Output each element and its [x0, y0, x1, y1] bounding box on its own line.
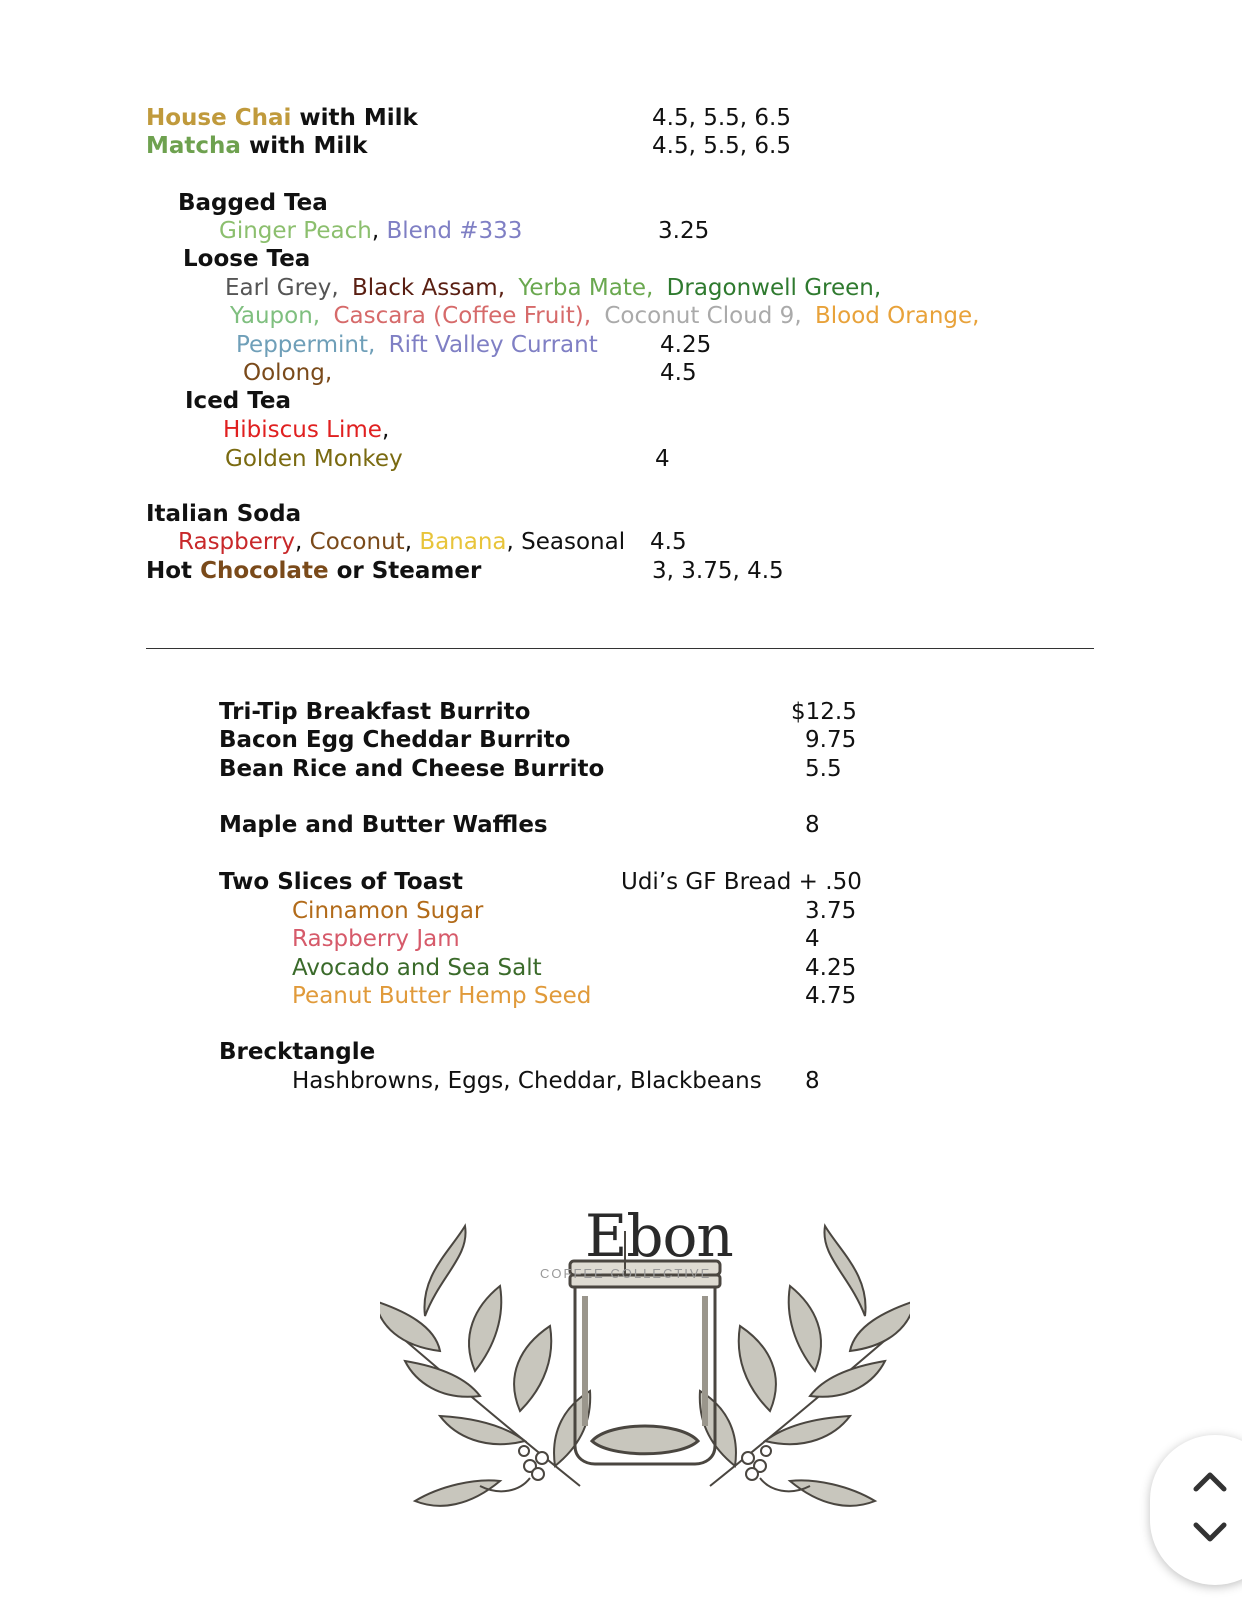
brecktangle-description: Hashbrowns, Eggs, Cheddar, Blackbeans: [292, 1068, 762, 1094]
section-heading-iced-tea: Iced Tea: [185, 388, 292, 414]
section-heading-loose-tea: Loose Tea: [183, 246, 311, 272]
flavor-blend-333: Blend #333: [386, 218, 523, 244]
menu-item-price: 4: [805, 926, 820, 952]
menu-item-label: or Steamer: [328, 558, 482, 584]
menu-item-waffles: Maple and Butter Waffles: [219, 812, 548, 838]
chevron-down-icon[interactable]: [1190, 1517, 1230, 1547]
loose-tea-row-1: [225, 273, 881, 303]
menu-item-highlight: House Chai: [146, 105, 292, 131]
menu-item-label: Hot: [146, 558, 201, 584]
toast-cinnamon-sugar: Cinnamon Sugar: [292, 898, 484, 924]
menu-item-price: 4.5, 5.5, 6.5: [652, 105, 791, 131]
loose-tea-row-2: [230, 301, 979, 331]
menu-item-tri-tip: Tri-Tip Breakfast Burrito: [219, 699, 531, 725]
menu-item-highlight: Chocolate: [200, 558, 329, 584]
flavor-rift-valley: Rift Valley Currant: [388, 332, 598, 358]
toast-peanut-butter: Peanut Butter Hemp Seed: [292, 983, 592, 1009]
menu-item-price: 8: [805, 812, 820, 838]
menu-item-price: $12.5: [791, 699, 857, 725]
separator: ,: [404, 529, 420, 555]
flavor-seasonal: , Seasonal: [506, 529, 626, 555]
flavor-cascara: Cascara (Coffee Fruit),: [333, 303, 592, 329]
menu-item-price: 9.75: [805, 727, 857, 753]
flavor-black-assam: Black Assam,: [351, 275, 506, 301]
flavor-hibiscus-lime: Hibiscus Lime: [223, 417, 382, 443]
ebon-logo: [380, 1196, 910, 1536]
menu-item-price: 3.25: [658, 218, 710, 244]
loose-tea-row-3: [236, 330, 598, 360]
menu-item-bean-burrito: Bean Rice and Cheese Burrito: [219, 756, 605, 782]
menu-item-price: 8: [805, 1068, 820, 1094]
gf-bread-option: Udi’s GF Bread + .50: [621, 869, 862, 895]
toast-raspberry-jam: Raspberry Jam: [292, 926, 460, 952]
logo-subtitle: COFFEE COLLECTIVE: [540, 1266, 712, 1281]
flavor-raspberry: Raspberry: [178, 529, 296, 555]
menu-item-hot-chocolate: [146, 556, 481, 586]
menu-item-price: 4.5: [660, 360, 697, 386]
menu-item-price: 3.75: [805, 898, 857, 924]
flavor-coconut: Coconut: [309, 529, 405, 555]
menu-item-price: 4.5: [650, 529, 687, 555]
flavor-banana: Banana: [419, 529, 507, 555]
iced-tea-row-2: [225, 444, 403, 474]
menu-item-price: 4.5, 5.5, 6.5: [652, 133, 791, 159]
menu-item-price: 4.25: [805, 955, 857, 981]
separator: ,: [295, 529, 310, 555]
menu-item-price: 5.5: [805, 756, 842, 782]
separator: ,: [381, 417, 390, 443]
iced-tea-row-1: [223, 415, 389, 445]
menu-item-house-chai: [146, 103, 418, 133]
menu-item-price: 4: [655, 446, 670, 472]
flavor-blood-orange: Blood Orange,: [814, 303, 980, 329]
section-heading-bagged-tea: Bagged Tea: [178, 190, 328, 216]
menu-item-bagged-tea-flavors: [219, 216, 522, 246]
flavor-earl-grey: Earl Grey,: [225, 275, 339, 301]
logo-title: Ebon: [585, 1202, 733, 1270]
menu-item-bacon-burrito: Bacon Egg Cheddar Burrito: [219, 727, 571, 753]
flavor-oolong: Oolong,: [243, 360, 333, 386]
chevron-up-icon[interactable]: [1190, 1467, 1230, 1497]
flavor-yaupon: Yaupon,: [230, 303, 321, 329]
italian-soda-flavors: [178, 527, 625, 557]
flavor-golden-monkey: Golden Monkey: [225, 446, 403, 472]
menu-item-toast: Two Slices of Toast: [219, 869, 463, 895]
flavor-coconut-cloud: Coconut Cloud 9,: [604, 303, 802, 329]
scroll-control: [1150, 1435, 1242, 1585]
menu-item-price: 3, 3.75, 4.5: [652, 558, 784, 584]
section-divider: [146, 648, 1094, 649]
flavor-dragonwell: Dragonwell Green,: [666, 275, 882, 301]
menu-item-label: with Milk: [240, 133, 368, 159]
menu-item-label: with Milk: [291, 105, 418, 131]
section-heading-italian-soda: Italian Soda: [146, 501, 302, 527]
menu-item-price: 4.25: [660, 332, 712, 358]
menu-item-matcha: [146, 131, 367, 161]
separator: ,: [371, 218, 387, 244]
flavor-ginger-peach: Ginger Peach: [219, 218, 372, 244]
loose-tea-row-4: [243, 358, 332, 388]
flavor-peppermint: Peppermint,: [236, 332, 376, 358]
flavor-yerba-mate: Yerba Mate,: [518, 275, 654, 301]
menu-item-brecktangle: Brecktangle: [219, 1039, 376, 1065]
toast-avocado: Avocado and Sea Salt: [292, 955, 542, 981]
menu-item-highlight: Matcha: [146, 133, 241, 159]
menu-item-price: 4.75: [805, 983, 857, 1009]
